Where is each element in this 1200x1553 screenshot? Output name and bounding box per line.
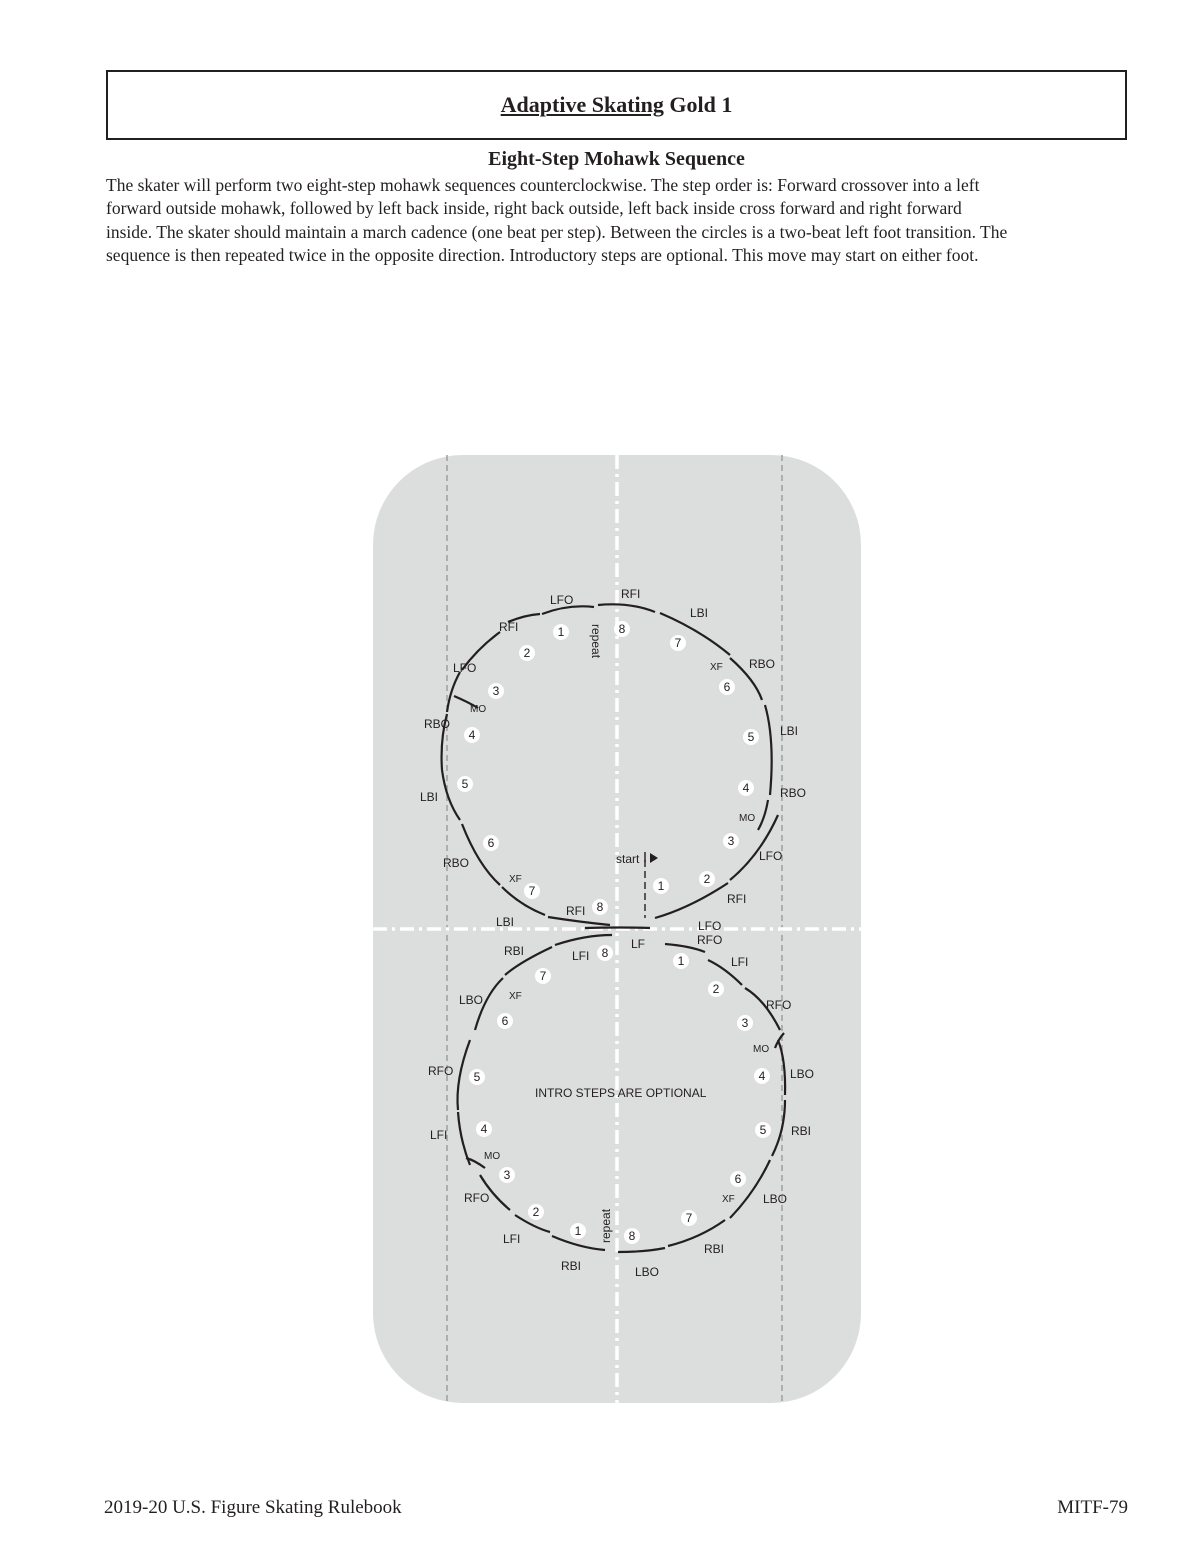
svg-text:6: 6: [734, 1172, 742, 1186]
step-marker: [730, 1171, 746, 1187]
step-marker: [699, 871, 715, 887]
section-description: [106, 174, 1127, 267]
step-marker: [524, 883, 540, 899]
svg-text:2: 2: [523, 646, 531, 660]
edge-label: RFO: [697, 933, 723, 947]
step-marker: [681, 1210, 697, 1226]
edge-label: LF: [631, 937, 646, 951]
svg-text:8: 8: [618, 622, 626, 636]
step-marker: [499, 1167, 515, 1183]
step-marker: [488, 683, 504, 699]
step-marker: [457, 776, 473, 792]
step-marker: [737, 1015, 753, 1031]
mark-label: XF: [509, 991, 522, 1002]
repeat-label: repeat: [589, 624, 603, 659]
svg-text:6: 6: [501, 1014, 509, 1028]
edge-label: RFO: [766, 998, 792, 1012]
edge-label: RFI: [499, 620, 519, 634]
svg-text:1: 1: [557, 625, 565, 639]
svg-text:6: 6: [487, 836, 495, 850]
mark-label: MO: [739, 813, 756, 824]
svg-text:2: 2: [703, 872, 711, 886]
footer-rulebook: 2019-20 U.S. Figure Skating Rulebook: [104, 1497, 402, 1518]
step-marker: [743, 729, 759, 745]
center-note: INTRO STEPS ARE OPTIONAL: [535, 1086, 707, 1100]
mark-label: MO: [753, 1044, 770, 1055]
start-label: start: [616, 852, 640, 866]
svg-text:1: 1: [677, 954, 685, 968]
edge-label: LBO: [635, 1265, 660, 1279]
edge-label: LFO: [453, 661, 477, 675]
step-marker: [673, 953, 689, 969]
edge-label: RBI: [704, 1242, 725, 1256]
svg-text:3: 3: [727, 834, 735, 848]
edge-label: RFO: [428, 1064, 454, 1078]
description-line: The skater will perform two eight-step mohawk sequences counterclockwise. The step order is: Forward crossover into a left: [106, 175, 980, 195]
repeat-label: repeat: [599, 1208, 613, 1243]
step-marker: [535, 968, 551, 984]
edge-label: RBI: [504, 944, 525, 958]
title-box: [106, 70, 1127, 140]
edge-label: LFI: [503, 1232, 521, 1246]
step-marker: [519, 645, 535, 661]
svg-text:3: 3: [503, 1168, 511, 1182]
edge-label: RBO: [780, 786, 807, 800]
step-marker: [719, 679, 735, 695]
svg-text:4: 4: [742, 781, 750, 795]
edge-label: RBO: [424, 717, 451, 731]
svg-text:2: 2: [532, 1205, 540, 1219]
mark-label: XF: [710, 662, 723, 673]
svg-text:5: 5: [461, 777, 469, 791]
step-marker: [528, 1204, 544, 1220]
edge-label: RBO: [443, 856, 470, 870]
edge-label: LBO: [763, 1192, 788, 1206]
edge-label: LFO: [550, 593, 574, 607]
svg-text:4: 4: [468, 728, 476, 742]
svg-text:7: 7: [685, 1211, 693, 1225]
svg-text:7: 7: [674, 636, 682, 650]
step-marker: [670, 635, 686, 651]
svg-text:5: 5: [747, 730, 755, 744]
svg-text:3: 3: [492, 684, 500, 698]
mark-label: XF: [722, 1194, 735, 1205]
svg-text:8: 8: [628, 1229, 636, 1243]
edge-label: RFO: [464, 1191, 490, 1205]
section-title: Eight-Step Mohawk Sequence: [488, 148, 745, 170]
svg-text:5: 5: [473, 1070, 481, 1084]
svg-text:8: 8: [601, 946, 609, 960]
edge-label: LFI: [430, 1128, 448, 1142]
svg-text:7: 7: [539, 969, 547, 983]
step-marker: [597, 945, 613, 961]
step-marker: [592, 899, 608, 915]
step-marker: [624, 1228, 640, 1244]
edge-label: LFI: [572, 949, 590, 963]
edge-label: LBO: [459, 993, 484, 1007]
step-marker: [653, 878, 669, 894]
transition-edge: [585, 928, 650, 929]
footer-page-number: MITF-79: [1057, 1497, 1128, 1518]
svg-text:3: 3: [741, 1016, 749, 1030]
rink-diagram: [370, 452, 865, 1407]
svg-text:4: 4: [480, 1122, 488, 1136]
step-marker: [553, 624, 569, 640]
step-marker: [614, 621, 630, 637]
edge-label: LBO: [790, 1067, 815, 1081]
step-marker: [755, 1122, 771, 1138]
edge-label: RBI: [561, 1259, 582, 1273]
svg-text:1: 1: [657, 879, 665, 893]
mark-label: MO: [470, 704, 487, 715]
edge-label: RBO: [749, 657, 776, 671]
svg-text:5: 5: [759, 1123, 767, 1137]
svg-text:1: 1: [574, 1224, 582, 1238]
step-marker: [483, 835, 499, 851]
step-marker: [469, 1069, 485, 1085]
step-marker: [723, 833, 739, 849]
page-title-rest: Gold 1: [663, 92, 733, 117]
step-marker: [754, 1068, 770, 1084]
step-marker: [464, 727, 480, 743]
mark-label: MO: [484, 1151, 501, 1162]
page-title: [501, 92, 733, 118]
page-title-underlined: Adaptive Skating: [500, 92, 664, 117]
step-marker: [570, 1223, 586, 1239]
edge-label: LFO: [759, 849, 783, 863]
step-marker: [738, 780, 754, 796]
edge-label: LFI: [731, 955, 749, 969]
edge-label: RFI: [566, 904, 586, 918]
svg-text:6: 6: [723, 680, 731, 694]
edge-label: RFI: [621, 587, 641, 601]
description-line: inside. The skater should maintain a march cadence (one beat per step). Between the circles is a two-beat left foot transition. The: [106, 221, 1008, 242]
edge-label: LBI: [780, 724, 799, 738]
edge-label: LBI: [690, 606, 709, 620]
svg-text:2: 2: [712, 982, 720, 996]
mark-label: XF: [509, 874, 522, 885]
description-line: sequence is then repeated twice in the opposite direction. Introductory steps are optional. This move may start on either foot.: [106, 244, 979, 265]
edge-label: LFO: [698, 919, 722, 933]
svg-text:4: 4: [758, 1069, 766, 1083]
edge-label: RBI: [791, 1124, 812, 1138]
edge-label: RFI: [727, 892, 747, 906]
svg-text:8: 8: [596, 900, 604, 914]
step-marker: [708, 981, 724, 997]
edge-label: LBI: [496, 915, 515, 929]
description-line: forward outside mohawk, followed by left back inside, right back outside, left back inside cross forward and right forward: [106, 198, 962, 219]
svg-text:7: 7: [528, 884, 536, 898]
step-marker: [476, 1121, 492, 1137]
edge-label: LBI: [420, 790, 439, 804]
step-marker: [497, 1013, 513, 1029]
